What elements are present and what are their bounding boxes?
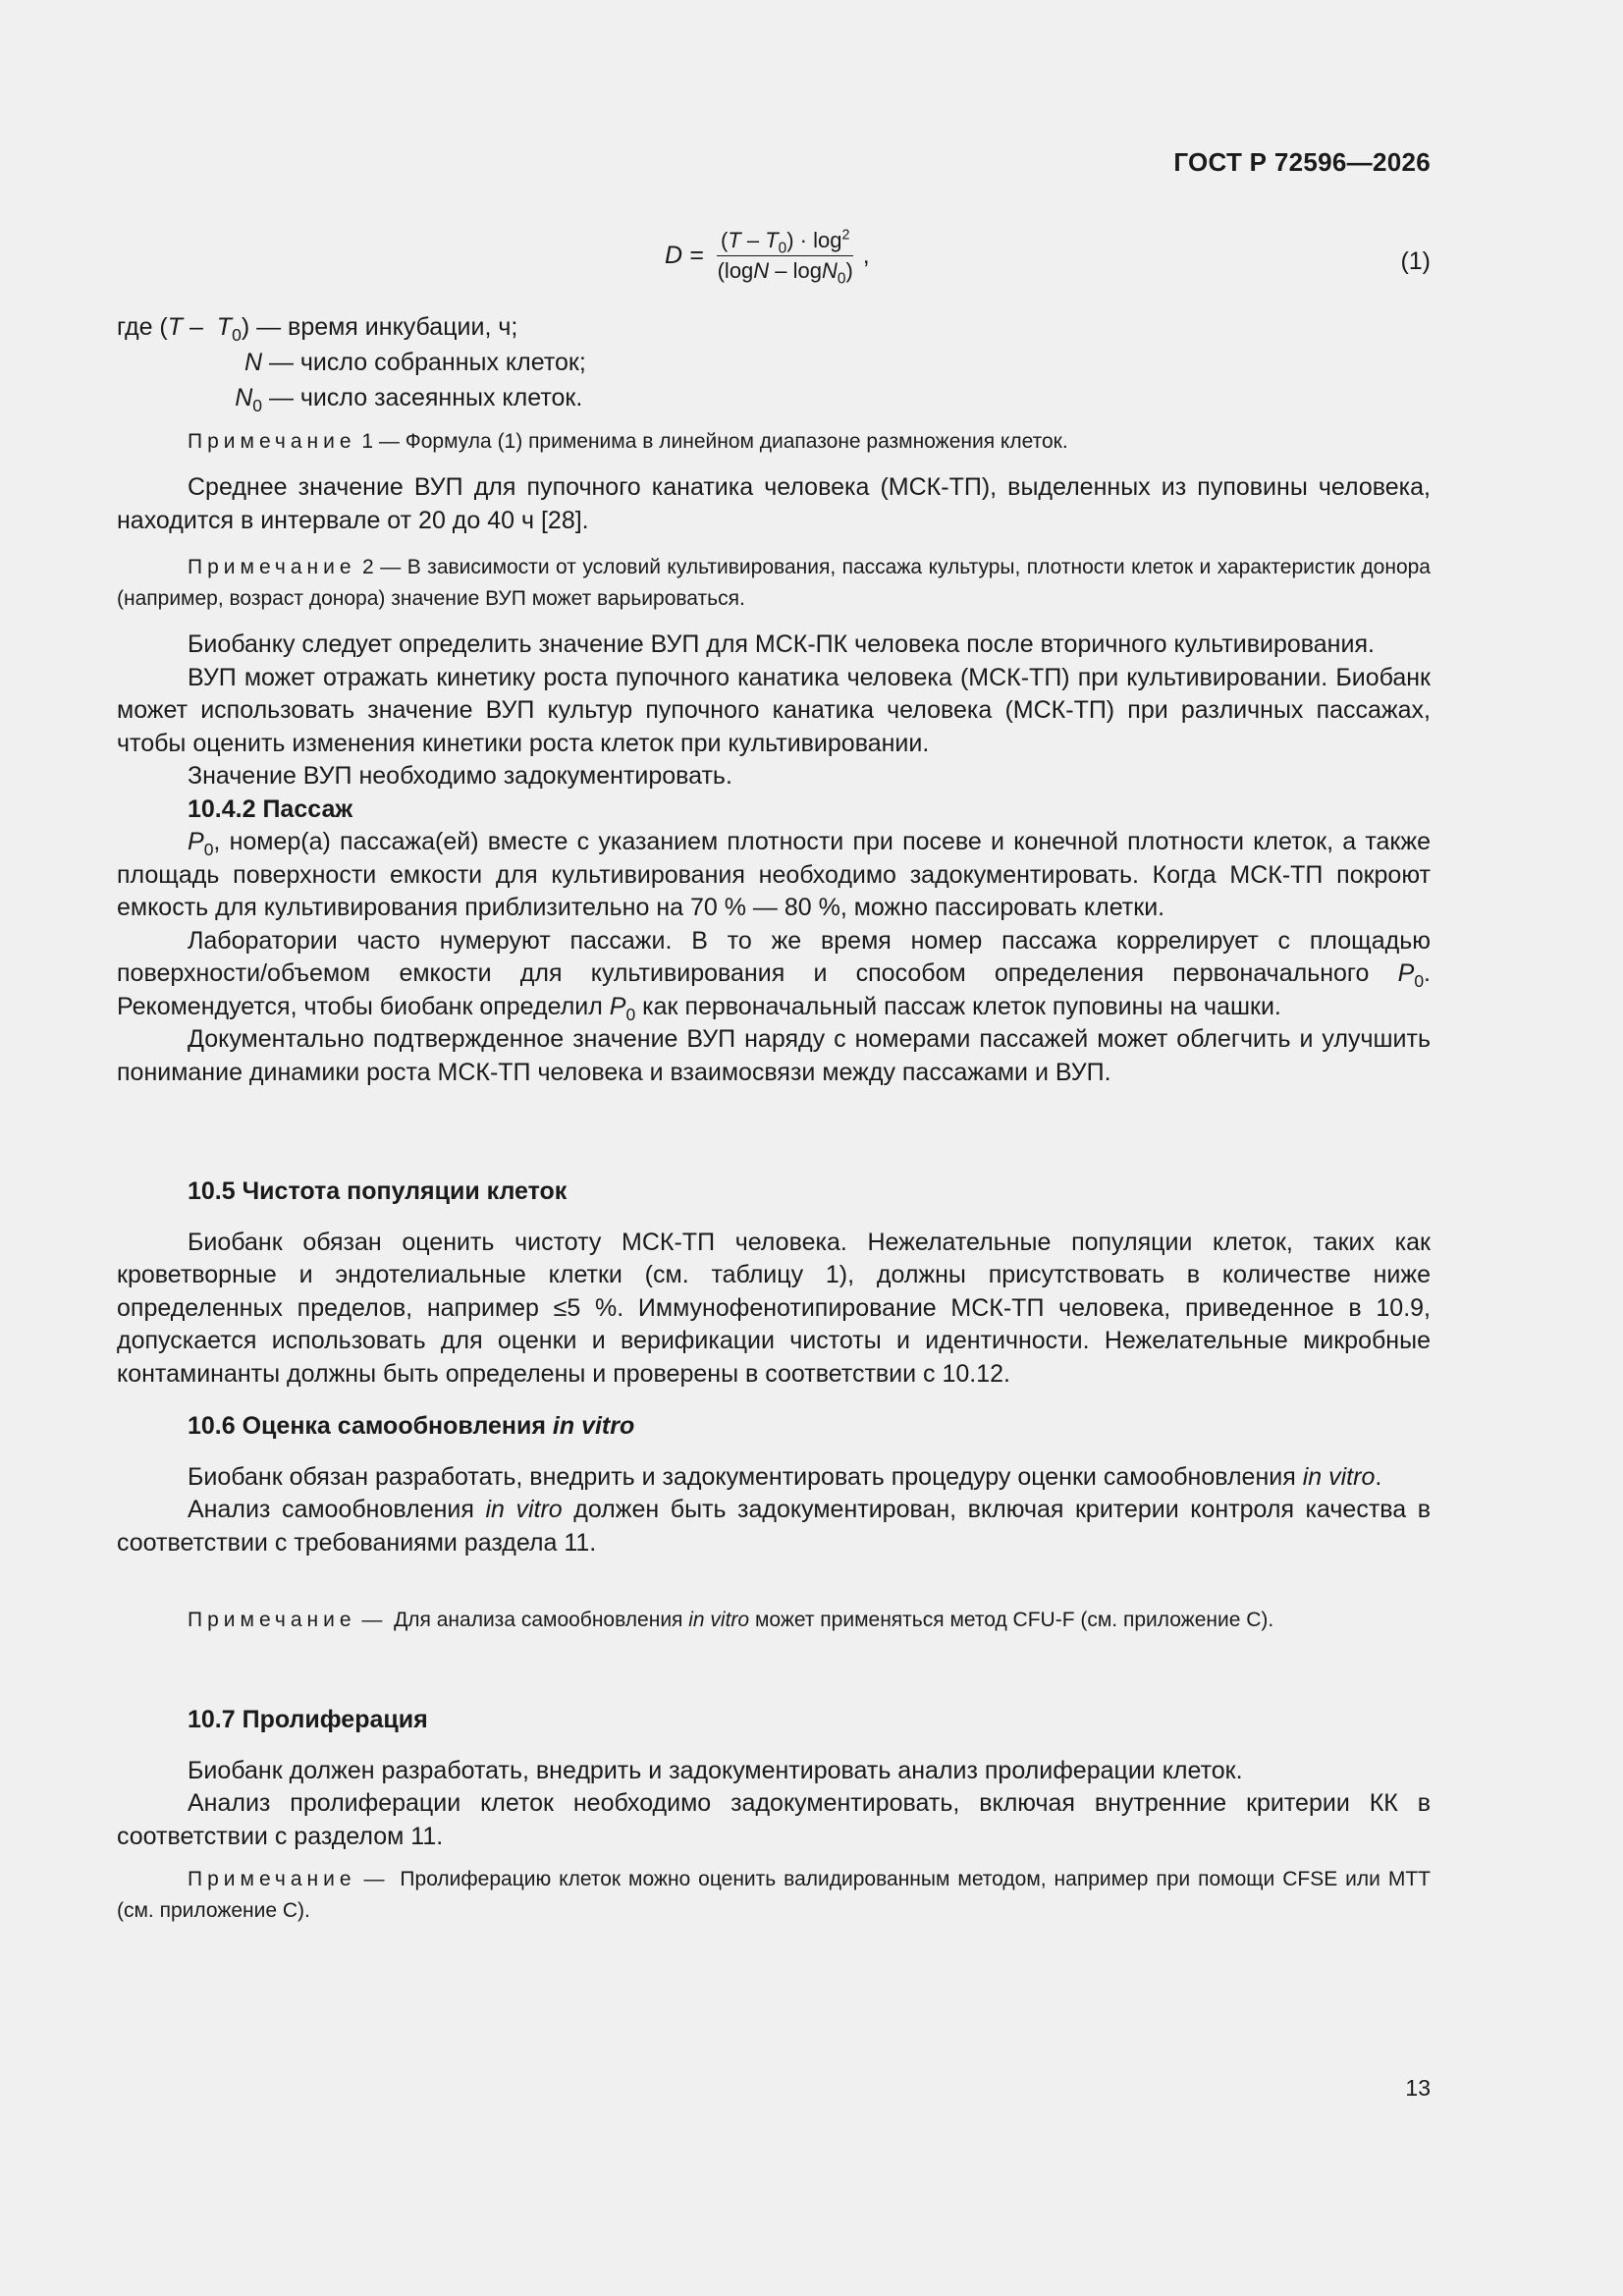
legend-row-collected: N — число собранных клеток; bbox=[243, 349, 586, 376]
formula-expression: D = $\frac{(T - T_0) \cdot \log^2}{(\log N - \log N_0)}$ , bbox=[665, 227, 870, 288]
section-10-5 bbox=[117, 1175, 1431, 1391]
heading-10-4-2: 10.4.2 Пассаж bbox=[188, 794, 353, 823]
paragraph-passage-numbering: Лаборатории часто нумеруют пассажи. В то же время номер пассажа коррелирует с площадью поверхности/объемом емкости для культивирования и способом определения первоначального $P_0$. Рекомендуется, чтобы биобанк определил $P_0$ как первоначальный пассаж клеток пуповины на чашки. bbox=[117, 926, 1431, 1024]
paragraph-passage-documented: Документально подтвержденное значение ВУП наряду с номерами пассажей может облегчить и улучшить понимание динамики роста МСК-ТП человека и взаимосвязи между пассажами и ВУП. bbox=[117, 1025, 1431, 1086]
note-1: Примечание 1 — Формула (1) применима в линейном диапазоне размножения клеток. bbox=[188, 430, 1068, 453]
document-header: ГОСТ Р 72596—2026 bbox=[1173, 147, 1431, 177]
paragraph-passage: $P_0$, номер(а) пассажа(ей) вместе с указанием плотности при посеве и конечной плотности клеток, а также площадь поверхности емкости для культивирования необходимо задокументировать. Когда МСК-ТП покроют емкость для культивирования приблизительно на 70 % — 80 %, можно пассировать клетки. bbox=[117, 828, 1431, 921]
section-vup-body bbox=[117, 629, 1431, 1089]
paragraph-self-renewal-analysis: Анализ самообновления in vitro должен быть задокументирован, включая критерии контроля качества в соответствии с требованиями раздела 11. bbox=[117, 1496, 1432, 1557]
paragraph-proliferation: Биобанк должен разработать, внедрить и задокументировать анализ пролиферации клеток. bbox=[188, 1756, 1243, 1784]
formula-1 bbox=[117, 226, 1431, 295]
note-2: Примечание 2 — В зависимости от условий культивирования, пассажа культуры, плотности клеток и характеристик донора (например, возраст донора) значение ВУП может варьироваться. bbox=[117, 556, 1431, 610]
paragraph-vup-determine: Биобанку следует определить значение ВУП для МСК-ПК человека после вторичного культивирования. bbox=[188, 630, 1375, 658]
formula-number: (1) bbox=[1400, 247, 1431, 275]
paragraph-vup-document: Значение ВУП необходимо задокументировать. bbox=[188, 762, 732, 790]
formula-numerator: $(T - T_0) \cdot \log^2$ bbox=[717, 226, 853, 256]
formula-legend bbox=[117, 310, 586, 416]
section-10-7 bbox=[117, 1704, 1431, 1853]
heading-10-6: 10.6 Оценка самообновления in vitro bbox=[188, 1412, 635, 1440]
paragraph-vup-interval: Среднее значение ВУП для пупочного канатика человека (МСК-ТП), выделенных из пуповины человека, находится в интервале от 20 до 40 ч [28]. bbox=[117, 473, 1431, 534]
heading-10-5: 10.5 Чистота популяции клеток bbox=[188, 1177, 568, 1205]
legend-row-seeded: $N_0$ — число засеянных клеток. bbox=[235, 384, 583, 416]
note-4: Примечание — Пролиферацию клеток можно оценить валидированным методом, например при помощи CFSE или МТТ (см. приложение С). bbox=[117, 1868, 1436, 1922]
paragraph-purity: Биобанк обязан оценить чистоту МСК-ТП человека. Нежелательные популяции клеток, таких как кроветворные и эндотелиальные клетки (см. таблицу 1), должны присутствовать в количестве ниже определенных пределов, например ≤5 %. Иммунофенотипирование МСК-ТП человека, приведенное в 10.9, допускается использовать для оценки и верификации чистоты и идентичности. Нежелательные микробные контаминанты должны быть определены и проверены в соответствии с 10.12. bbox=[117, 1228, 1431, 1388]
heading-10-7: 10.7 Пролиферация bbox=[188, 1706, 428, 1733]
formula-lhs: D = bbox=[665, 242, 704, 269]
page-number: 13 bbox=[1405, 2075, 1431, 2101]
note-3: Примечание — Для анализа самообновления in vitro может применяться метод CFU-F (см. приложение С). bbox=[188, 1609, 1274, 1631]
paragraph-self-renewal: Биобанк обязан разработать, внедрить и задокументировать процедуру оценки самообновления in vitro. bbox=[188, 1462, 1382, 1491]
formula-denominator: (logN – logN$_0$) bbox=[717, 258, 853, 288]
paragraph-proliferation-analysis: Анализ пролиферации клеток необходимо задокументировать, включая внутренние критерии КК в соответствии с разделом 11. bbox=[117, 1789, 1431, 1850]
section-10-6 bbox=[117, 1410, 1431, 1559]
legend-row-incubation: где $(T - T_0)$ — время инкубации, ч; bbox=[117, 313, 518, 346]
formula-fraction bbox=[714, 226, 857, 286]
paragraph-vup-kinetics: ВУП может отражать кинетику роста пупочного канатика человека (МСК-ТП) при культивировании. Биобанк может использовать значение ВУП культур пупочного канатика человека (МСК-ТП) при различных пассажах, чтобы оценить изменения кинетики роста клеток при культивировании. bbox=[117, 663, 1431, 757]
